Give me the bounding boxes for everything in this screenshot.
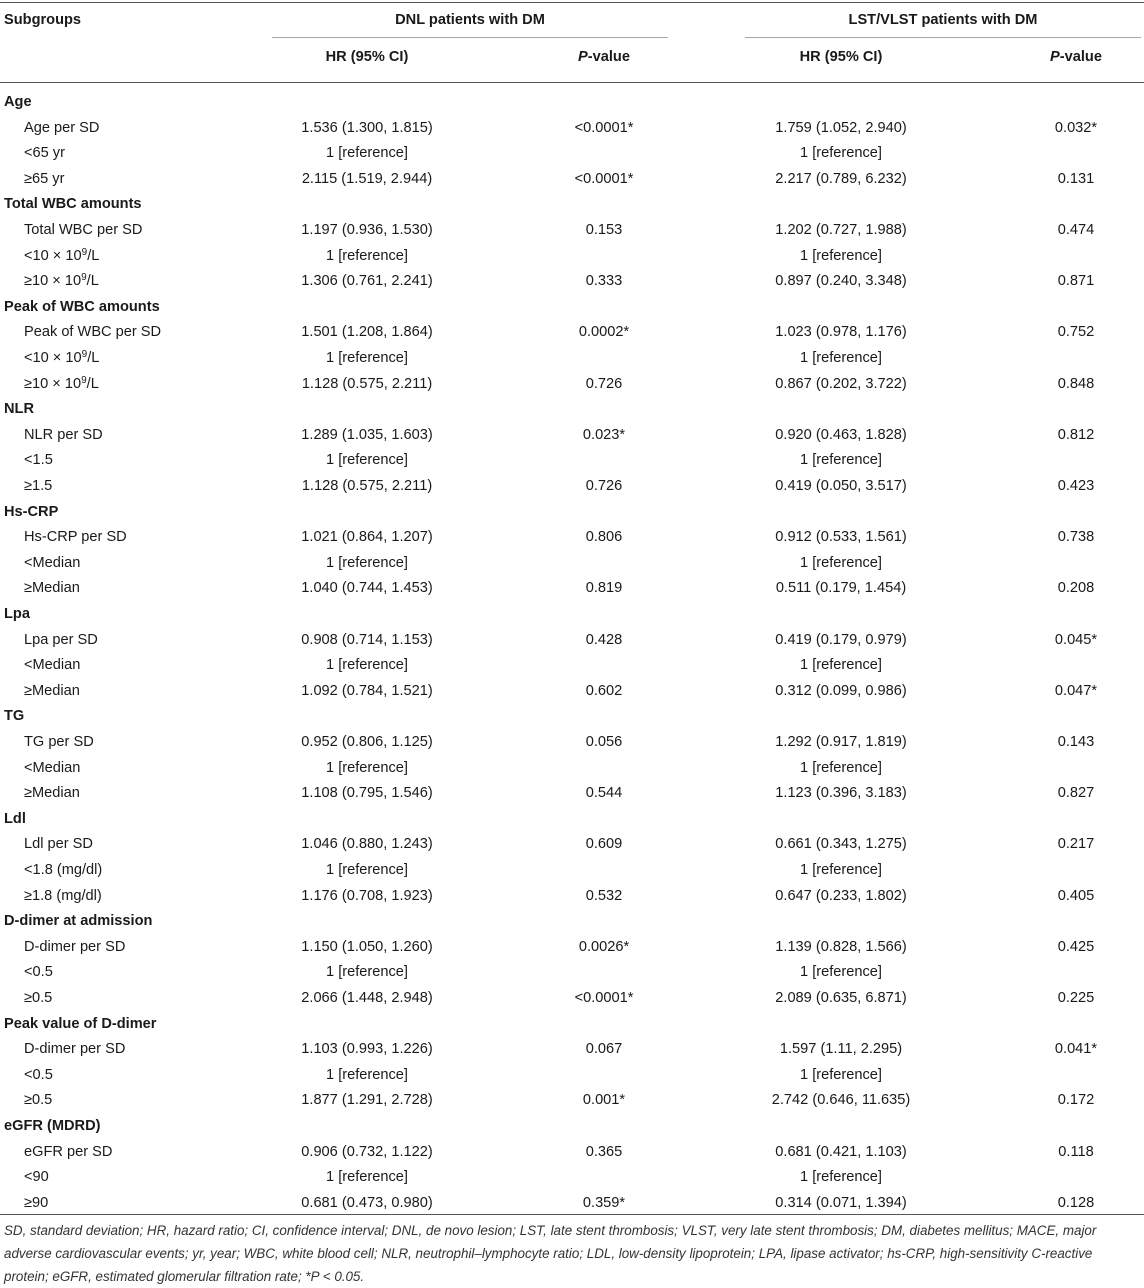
- row-label: [24, 938, 125, 956]
- row-label-text: Lpa per SD: [24, 631, 98, 648]
- group-b-p-cell: 0.225: [1057, 990, 1095, 1006]
- group-a-hr-cell: 1.128 (0.575, 2.211): [301, 375, 433, 392]
- group-b-hr-cell: 1 [reference]: [800, 862, 882, 878]
- group-b-p-cell: 0.812: [1057, 426, 1095, 443]
- row-label: [24, 170, 64, 188]
- row-label-text: Total WBC per SD: [24, 222, 143, 238]
- row-label-exponent: 9: [81, 272, 87, 284]
- group-a-hr-cell: 1.021 (0.864, 1.207): [301, 529, 433, 546]
- group-a-p-cell: 0.001*: [582, 1092, 626, 1109]
- row-label-text: ≥0.5: [24, 1092, 53, 1109]
- group-b-hr-cell: 2.217 (0.789, 6.232): [775, 170, 907, 187]
- group-a-underline: [272, 37, 668, 38]
- section-title: TG: [4, 708, 25, 725]
- row-label-text: eGFR per SD: [24, 1143, 113, 1160]
- section-title: Hs-CRP: [4, 503, 59, 520]
- row-label-unit: /L: [87, 350, 100, 366]
- group-a-hr-cell: 1 [reference]: [326, 554, 408, 571]
- group-b-hr-cell: 0.419 (0.050, 3.517): [775, 478, 907, 494]
- subgroups-header: Subgroups: [4, 12, 82, 28]
- group-a-hr-cell: 1.108 (0.795, 1.546): [301, 785, 433, 802]
- p-letter: P: [1050, 49, 1060, 65]
- section-title: Total WBC amounts: [4, 196, 142, 213]
- row-label-text: ≥Median: [24, 785, 80, 802]
- group-a-hr-cell: 1 [reference]: [326, 145, 408, 162]
- group-b-hr-cell: 0.312 (0.099, 0.986): [775, 682, 907, 699]
- row-label-text: <1.5: [24, 452, 53, 469]
- section-title: NLR: [4, 401, 34, 418]
- group-b-p-cell: 0.131: [1057, 170, 1095, 187]
- group-a-p-cell: <0.0001*: [574, 119, 634, 136]
- group-a-p-cell: 0.428: [585, 631, 623, 648]
- row-label-unit: /L: [87, 247, 100, 264]
- group-a-hr-cell: 0.681 (0.473, 0.980): [301, 1194, 433, 1211]
- top-rule: [0, 2, 1144, 3]
- row-label: [24, 247, 99, 265]
- header-bottom-rule: [0, 82, 1144, 83]
- row-label-text: <10 × 10: [24, 350, 82, 366]
- row-label-text: Age per SD: [24, 119, 100, 136]
- group-b-p-cell: 0.871: [1057, 273, 1095, 290]
- group-b-p-cell: 0.827: [1057, 785, 1095, 802]
- group-b-p-cell: 0.474: [1057, 222, 1095, 238]
- row-label-text: Ldl per SD: [24, 836, 93, 853]
- group-a-hr-cell: 1.501 (1.208, 1.864): [301, 324, 433, 341]
- group-b-hr-cell: 0.647 (0.233, 1.802): [775, 887, 907, 904]
- group-b-hr-cell: 0.419 (0.179, 0.979): [775, 631, 907, 648]
- group-a-p-cell: 0.0026*: [578, 938, 630, 955]
- group-a-p-cell: 0.365: [585, 1143, 623, 1160]
- group-a-hr-cell: 1 [reference]: [326, 350, 408, 366]
- group-b-hr-cell: 1.759 (1.052, 2.940): [775, 119, 907, 136]
- row-label: [24, 579, 80, 597]
- group-a-p-cell: 0.806: [585, 529, 623, 546]
- section-title: Age: [4, 94, 32, 110]
- row-label: [24, 1194, 48, 1212]
- section-title: eGFR (MDRD): [4, 1118, 101, 1134]
- group-a-hr-cell: 0.908 (0.714, 1.153): [301, 631, 433, 648]
- group-b-hr-cell: 1 [reference]: [800, 759, 882, 776]
- row-label-exponent: 9: [81, 374, 87, 386]
- row-label-text: Peak of WBC per SD: [24, 324, 162, 341]
- group-b-p-cell: 0.143: [1057, 734, 1095, 750]
- group-b-hr-cell: 0.897 (0.240, 3.348): [775, 273, 907, 290]
- group-b-hr-header: HR (95% CI): [799, 49, 883, 65]
- table-bottom-rule: [0, 1214, 1144, 1215]
- p-suffix: -value: [587, 49, 630, 65]
- group-a-p-cell: <0.0001*: [574, 170, 634, 187]
- group-a-p-cell: 0.544: [585, 785, 623, 802]
- group-b-p-cell: 0.217: [1057, 836, 1095, 853]
- group-a-hr-cell: 1.536 (1.300, 1.815): [301, 119, 433, 136]
- group-a-p-cell: 0.023*: [582, 426, 626, 443]
- group-a-hr-cell: 1.092 (0.784, 1.521): [301, 682, 433, 699]
- group-b-p-cell: 0.172: [1057, 1092, 1095, 1109]
- row-label: [24, 349, 99, 367]
- row-label: [24, 631, 98, 649]
- group-b-p-cell: 0.047*: [1054, 682, 1098, 699]
- group-b-p-cell: 0.128: [1057, 1194, 1095, 1211]
- group-a-hr-cell: 1.046 (0.880, 1.243): [301, 836, 433, 853]
- group-a-hr-cell: 1.877 (1.291, 2.728): [301, 1092, 433, 1109]
- group-a-hr-cell: 2.115 (1.519, 2.944): [301, 170, 433, 187]
- group-b-p-cell: 0.045*: [1054, 631, 1098, 648]
- row-label: [24, 835, 93, 853]
- row-label: [24, 733, 94, 751]
- group-b-p-cell: 0.032*: [1054, 119, 1098, 136]
- group-b-hr-cell: 0.681 (0.421, 1.103): [775, 1143, 907, 1160]
- group-b-hr-cell: 1 [reference]: [800, 145, 882, 162]
- group-b-p-cell: 0.738: [1057, 529, 1095, 546]
- row-label: [24, 989, 52, 1007]
- group-b-p-header: [1050, 48, 1102, 66]
- group-a-p-cell: 0.153: [585, 222, 623, 238]
- row-label-text: TG per SD: [24, 734, 94, 750]
- group-b-hr-cell: 1 [reference]: [800, 452, 882, 469]
- group-b-hr-cell: 0.314 (0.071, 1.394): [775, 1194, 907, 1211]
- section-title: D-dimer at admission: [4, 913, 153, 930]
- group-a-hr-cell: 1.103 (0.993, 1.226): [301, 1041, 433, 1058]
- p-letter: P: [578, 49, 588, 65]
- group-b-hr-cell: 2.742 (0.646, 11.635): [771, 1092, 911, 1109]
- row-label-text: ≥Median: [24, 580, 80, 597]
- group-b-header: LST/VLST patients with DM: [848, 12, 1038, 28]
- row-label: [24, 1168, 49, 1186]
- row-label-text: <Median: [24, 759, 81, 776]
- row-label-text: D-dimer per SD: [24, 1041, 126, 1058]
- group-b-p-cell: 0.208: [1057, 580, 1095, 597]
- row-label-exponent: 9: [81, 246, 88, 258]
- group-a-p-cell: <0.0001*: [574, 990, 634, 1006]
- row-label: [24, 861, 102, 879]
- row-label-text: ≥Median: [24, 682, 80, 699]
- row-label-text: ≥0.5: [24, 990, 53, 1006]
- group-b-p-cell: 0.423: [1057, 478, 1095, 494]
- row-label: [24, 528, 127, 546]
- group-b-p-cell: 0.752: [1057, 324, 1095, 341]
- group-b-hr-cell: 1 [reference]: [800, 247, 882, 264]
- row-label: [24, 1143, 112, 1161]
- row-label-text: <0.5: [24, 964, 53, 981]
- row-label: [24, 784, 80, 802]
- group-b-hr-cell: 1.597 (1.11, 2.295): [779, 1041, 903, 1058]
- group-a-hr-cell: 1 [reference]: [326, 759, 408, 776]
- group-a-hr-cell: 0.952 (0.806, 1.125): [301, 734, 433, 750]
- group-a-hr-cell: 2.066 (1.448, 2.948): [301, 990, 433, 1006]
- row-label: [24, 1091, 52, 1109]
- group-b-p-cell: 0.118: [1058, 1143, 1094, 1160]
- group-a-p-header: [578, 48, 630, 66]
- group-b-hr-cell: 1.292 (0.917, 1.819): [775, 734, 907, 750]
- group-a-p-cell: 0.609: [585, 836, 623, 853]
- group-b-p-cell: 0.405: [1057, 887, 1095, 904]
- row-label: [24, 554, 80, 572]
- group-b-underline: [745, 37, 1141, 38]
- table-footnote: SD, standard deviation; HR, hazard ratio; CI, confidence interval; DNL, de novo lesion; LST, late stent thrombosis; VLST, very late stent thrombosis; DM, diabetes mellitus; MACE, major adverse cardiovascular events; yr, year; WBC, white blood cell; NLR, neutrophil–lymphocyte ratio; LDL, low-density lipoprotein; LPA, lipase activator; hs-CRP, high-sensitivity C-reactive protein; eGFR, estimated glomerular filtration rate; *P < 0.05.: [4, 1223, 1097, 1284]
- group-a-hr-cell: 1 [reference]: [326, 657, 408, 674]
- row-label: [24, 426, 103, 444]
- group-b-p-cell: 0.041*: [1054, 1041, 1098, 1058]
- row-label-text: <Median: [24, 657, 81, 674]
- group-a-hr-cell: 0.906 (0.732, 1.122): [301, 1143, 433, 1160]
- group-a-hr-cell: 1.128 (0.575, 2.211): [301, 478, 433, 494]
- row-label: [24, 963, 53, 981]
- group-a-hr-cell: 1.197 (0.936, 1.530): [301, 222, 433, 238]
- group-a-p-cell: 0.602: [585, 682, 623, 699]
- row-label: [24, 451, 53, 469]
- section-title: Peak value of D-dimer: [4, 1015, 157, 1032]
- group-b-hr-cell: 0.867 (0.202, 3.722): [775, 375, 907, 392]
- row-label: [24, 656, 80, 674]
- row-label-text: <10 × 10: [24, 247, 82, 264]
- row-label-unit: /L: [86, 375, 99, 392]
- row-label-text: NLR per SD: [24, 426, 103, 443]
- row-label: [24, 887, 102, 905]
- row-label-text: ≥10 × 10: [24, 375, 82, 392]
- group-b-hr-cell: 1 [reference]: [800, 1066, 882, 1083]
- group-b-hr-cell: 0.661 (0.343, 1.275): [775, 836, 907, 853]
- row-label: [24, 682, 80, 700]
- group-a-hr-cell: 1.040 (0.744, 1.453): [301, 580, 433, 597]
- group-b-p-cell: 0.425: [1057, 938, 1095, 955]
- group-b-hr-cell: 0.912 (0.533, 1.561): [775, 529, 907, 546]
- group-a-p-cell: 0.056: [585, 734, 623, 750]
- group-a-header: DNL patients with DM: [395, 12, 545, 28]
- row-label: [24, 221, 142, 239]
- group-b-hr-cell: 1 [reference]: [800, 554, 882, 571]
- group-a-p-cell: 0.532: [585, 887, 623, 904]
- row-label: [24, 477, 52, 495]
- section-title: Lpa: [4, 606, 30, 622]
- group-a-hr-cell: 1.176 (0.708, 1.923): [301, 887, 433, 904]
- row-label-text: ≥90: [24, 1194, 49, 1211]
- row-label-text: Hs-CRP per SD: [24, 529, 127, 546]
- group-a-hr-cell: 1.150 (1.050, 1.260): [301, 938, 433, 955]
- group-a-p-cell: 0.333: [585, 273, 623, 290]
- row-label-text: <90: [24, 1169, 49, 1186]
- group-b-hr-cell: 1.139 (0.828, 1.566): [775, 938, 907, 955]
- group-b-hr-cell: 1.123 (0.396, 3.183): [775, 785, 907, 802]
- group-b-hr-cell: 1 [reference]: [800, 964, 882, 981]
- group-a-hr-cell: 1 [reference]: [326, 862, 408, 878]
- row-label: [24, 375, 99, 393]
- p-suffix: -value: [1059, 49, 1102, 65]
- group-a-p-cell: 0.067: [585, 1041, 623, 1058]
- group-a-p-cell: 0.726: [585, 375, 623, 392]
- row-label-text: ≥65 yr: [24, 170, 65, 187]
- group-a-hr-cell: 1.289 (1.035, 1.603): [301, 426, 433, 443]
- group-b-hr-cell: 0.511 (0.179, 1.454): [775, 580, 907, 597]
- group-b-hr-cell: 1 [reference]: [800, 657, 882, 674]
- group-b-hr-cell: 1 [reference]: [800, 1169, 882, 1186]
- row-label-text: <1.8 (mg/dl): [24, 862, 103, 878]
- row-label-text: <0.5: [24, 1066, 53, 1083]
- row-label: [24, 759, 80, 777]
- row-label-unit: /L: [86, 273, 99, 290]
- section-title: Ldl: [4, 810, 26, 827]
- row-label-exponent: 9: [81, 349, 88, 360]
- group-a-hr-cell: 1 [reference]: [326, 1169, 408, 1186]
- group-b-hr-cell: 1 [reference]: [800, 350, 882, 366]
- group-b-p-cell: 0.848: [1057, 375, 1095, 392]
- section-title: Peak of WBC amounts: [4, 298, 160, 315]
- group-a-hr-cell: 1 [reference]: [326, 1066, 408, 1083]
- row-label-text: <65 yr: [24, 145, 65, 162]
- row-label: [24, 119, 99, 137]
- group-a-p-cell: 0.0002*: [578, 324, 630, 341]
- group-b-hr-cell: 0.920 (0.463, 1.828): [775, 426, 907, 443]
- group-a-p-cell: 0.359*: [582, 1194, 626, 1211]
- group-b-hr-cell: 1.023 (0.978, 1.176): [775, 324, 907, 341]
- group-a-p-cell: 0.726: [585, 478, 623, 494]
- row-label-text: <Median: [24, 554, 81, 571]
- row-label: [24, 144, 65, 162]
- group-a-hr-cell: 1 [reference]: [326, 452, 408, 469]
- group-a-hr-cell: 1.306 (0.761, 2.241): [301, 273, 433, 290]
- group-a-hr-cell: 1 [reference]: [326, 247, 408, 264]
- row-label: [24, 1066, 53, 1084]
- row-label: [24, 1040, 125, 1058]
- row-label: [24, 323, 161, 341]
- row-label-text: ≥1.8 (mg/dl): [24, 887, 102, 904]
- group-a-hr-header: HR (95% CI): [325, 49, 409, 65]
- group-a-hr-cell: 1 [reference]: [326, 964, 408, 981]
- row-label: [24, 272, 99, 290]
- group-a-p-cell: 0.819: [585, 580, 623, 597]
- row-label-text: D-dimer per SD: [24, 938, 126, 955]
- group-b-hr-cell: 2.089 (0.635, 6.871): [775, 990, 907, 1006]
- row-label-text: ≥10 × 10: [24, 273, 82, 290]
- row-label-text: ≥1.5: [24, 478, 53, 494]
- group-b-hr-cell: 1.202 (0.727, 1.988): [775, 222, 907, 238]
